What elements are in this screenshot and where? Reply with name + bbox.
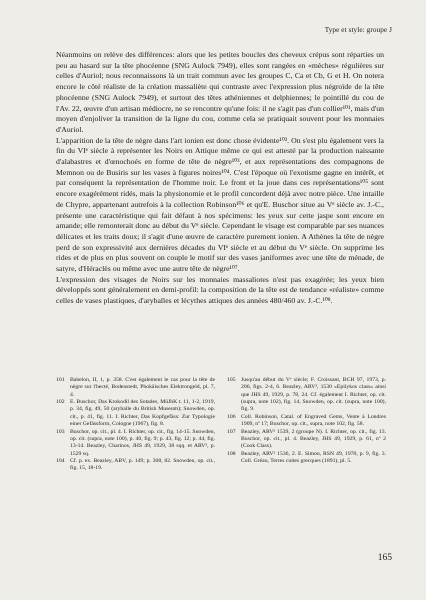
footnote-105 <box>227 377 386 413</box>
footnote-103 <box>56 429 215 458</box>
footnote-text: Cf. p. ex. Beazley, ABV, p. 149; p. 308, 82. Snowden, op. cit., fig. 15, 18-19. <box>70 458 215 472</box>
footnote-number: 108 <box>227 450 236 457</box>
footnote-107 <box>227 429 386 451</box>
footnotes-left-column <box>56 377 215 473</box>
footnote-108 <box>227 451 386 466</box>
body-text <box>56 50 384 307</box>
footnote-text: Buschor, op. cit., pl. 4. I. Richter, op. cit., fig. 14-15. Snowden, op. cit. (supra, note 100), p. 40, fig. 9; p. 43, fig. 12; p. 44, fig. 13-14. Beazley, Charinos, JHS 49, 1929, 38 sqq. et ARV², p. 1529 sq. <box>70 428 215 457</box>
footnotes <box>56 377 386 473</box>
footnote-text: Babelon, II, 1, p. 358. C'est également le cas pour la tête de nègre sur l'hecté, Bodenstedt, Phokäisches Elektrongeld, pl. 7, 4. <box>70 377 215 398</box>
footnote-106 <box>227 414 386 429</box>
footnote-104 <box>56 458 215 473</box>
footnote-101 <box>56 377 215 399</box>
footnotes-right-column <box>227 377 386 473</box>
footnote-102 <box>56 399 215 428</box>
footnote-text: E. Buschor, Das Krokodil des Sotades, MüJhK t. 11, 1-2, 1919, p. 34, fig. 49, 50 (aryballe du British Museum); Snowden, op. cit., p. 41, fig. 11. I. Richter, Das Kopfgefäss: Zur Typologie einer Gefässform, Cologne (1967), fig. 8. <box>70 399 215 428</box>
footnote-number: 105 <box>227 377 236 383</box>
footnote-number: 101 <box>56 377 65 383</box>
paragraph-1: Néanmoins on relève des différences: alors que les petites boucles des cheveux crépus sont réparties un peu au hasard sur la tête phocéenne (SNG Aulock 7949), elles sont rangées en «mèches» régulières sur celles d'Auriol; nous reconnaissons là un trait commun avec les groupes C, Ca et Cb, G et H. On notera encore le côté réaliste de la création massaliète qui contraste avec l'expression plus négroïde de la tête phocéenne (SNG Aulock 7949), et surtout des têtes athéniennes et delphiennes; le pointillé du cou de l'Av. 22, œuvre d'un artisan médiocre, ne se rencontre qu'une fois: il ne s'agit pas d'un collier¹⁰¹, mais d'un moyen d'enjoliver la transition de la ligne du cou, comme cela se pratiquait souvent pour les monnaies d'Auriol. <box>56 50 384 134</box>
footnote-number: 103 <box>56 428 65 435</box>
paragraph-2: L'apparition de la tête de nègre dans l'art ionien est donc chose évidente¹⁰². On s'est plu également vers la fin du VIᵉ siècle à représenter les Noirs en Attique même ce qui est attesté par la production naissante d'alabastres et d'œnochoés en forme de tête de nègre¹⁰³, et aux représentations des compagnons de Memnon ou de Busiris sur les vases à figures noires¹⁰⁴. C'est l'époque où l'exotisme gagne en intérêt, et par conséquent la représentation de l'homme noir. Le front et la joue dans ces représentations¹⁰⁵ sont encore exagérément ridés, mais la physionomie et le profil concordent déjà avec notre pièce. Une intaille de Chypre, appartenant autrefois à la collection Robinson¹⁰⁶ et qu'E. Buschor situe au Vᵉ siècle av. J.-C., présente une caractéristique qui fait défaut à nos spécimens: les yeux sur cette jaspe sont encore en amande; elle remonterait donc au début du Vᵉ siècle. Cependant le visage est comparable par ses nuances délicates et les traits doux; il s'agit d'une œuvre de caractère purement ionien. A Athènes la tête de nègre perd de son expressivité aux dernières décades du VIᵉ siècle et au début du Vᵉ siècle. On supprime les rides et de plus en plus souvent on couple le motif sur des vases janiformes avec une tête de ménade, de satyre, d'Héraclès ou même avec une autre tête de nègre¹⁰⁷. <box>56 135 384 274</box>
footnote-number: 104 <box>56 458 65 465</box>
footnote-number: 102 <box>56 399 65 406</box>
footnote-text: Coll. Robinson, Catal. of Engraved Gems, Vente à Londres 1909, nº 17; Buschor, op. cit., supra, note 102, fig. 58. <box>241 413 386 428</box>
footnote-text: Jusqu'au début du Vᵉ siècle; F. Croissant, BCH 97, 1973, p. 206, figs. 2-4, 6. Beazley, ARV², 1530 «Epilykos class» ainsi que JHS 49, 1929, p. 78, 24. Cf. également I. Richter, op. cit. (supra, note 102), fig. 14, Snowden, op. cit. (supra, note 100), fig. 9. <box>241 377 386 413</box>
footnote-number: 106 <box>227 413 236 420</box>
footnote-text: Beazley, ARV² 1536, 2. E. Simon, RSN 49, 1970, p. 9, fig. 3. Coll. Gréau, Terres cuites grecques (1891), pl. 5. <box>241 450 386 465</box>
footnote-text: Beazley, ARV² 1539, 2 (groupe N). I. Richter, op. cit., fig. 13. Buschor, op. cit., pl. 4. Beazley, JHS 49, 1929, p. 61, nº 2 (Cook Class). <box>241 428 386 450</box>
paragraph-3: L'expression des visages de Noirs sur les monnaies massaliotes n'est pas exagérée; les yeux bien développés sont généralement en demi-profil: la composition de la tête est de tendance «réaliste» comme celles de vases plastiques, d'aryballes et lécythes attiques des années 480/460 av. J.-C.¹⁰⁸. <box>56 274 384 306</box>
page-number: 165 <box>377 553 392 563</box>
running-head: Type et style: groupe J <box>324 26 392 34</box>
footnote-number: 107 <box>227 428 236 435</box>
